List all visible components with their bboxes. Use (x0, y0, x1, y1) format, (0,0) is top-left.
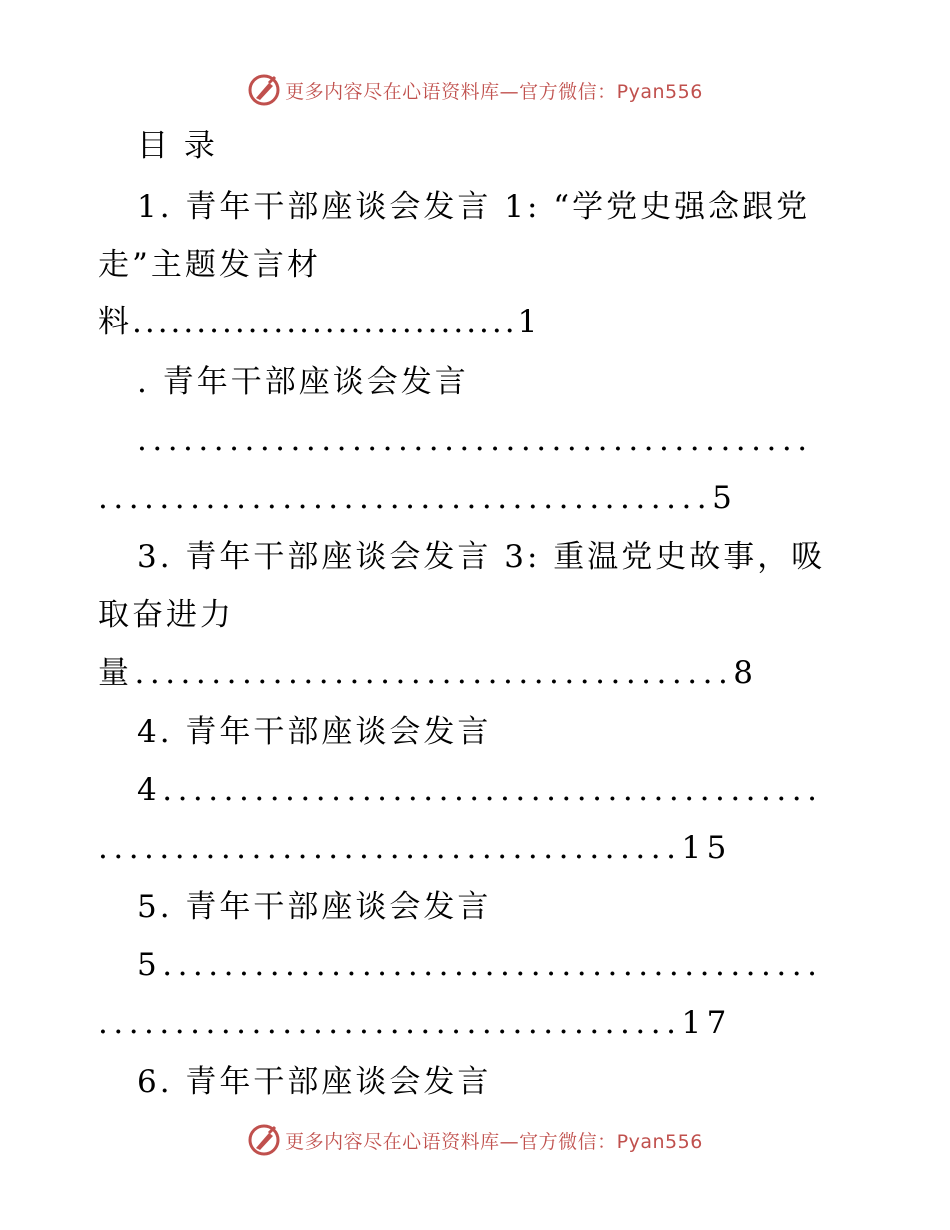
toc-entry-3-line-2[interactable]: 取奋进力 (98, 597, 234, 633)
toc-entry-1-line-1[interactable]: 1. 青年干部座谈会发言 1: “学党史强念跟党 (137, 189, 811, 225)
toc-entry-5-page[interactable]: ......................................17 (98, 1005, 732, 1041)
toc-entry-5-line-1[interactable]: 5. 青年干部座谈会发言 (137, 889, 492, 925)
toc-heading: 目 录 (137, 128, 218, 164)
toc-entry-3-line-3[interactable]: 量.......................................8 (98, 655, 759, 691)
toc-entry-5-dots[interactable]: 5........................................... (137, 947, 823, 983)
watermark-text: 更多内容尽在心语资料库—官方微信：Pyan556 (285, 1130, 703, 1153)
toc-entry-2-page[interactable]: ........................................5 (98, 480, 738, 516)
toc-entry-1-line-3[interactable]: 料..............................1 (98, 304, 541, 340)
toc-entry-6-line-1[interactable]: 6. 青年干部座谈会发言 (137, 1064, 492, 1100)
pen-logo-icon (247, 73, 281, 107)
toc-entry-4-page[interactable]: ......................................15 (98, 830, 732, 866)
toc-entry-2-line-1[interactable]: . 青年干部座谈会发言 (137, 364, 469, 400)
toc-entry-4-line-1[interactable]: 4. 青年干部座谈会发言 (137, 714, 492, 750)
toc-entry-1-line-2[interactable]: 走”主题发言材 (98, 247, 321, 283)
watermark-text: 更多内容尽在心语资料库—官方微信：Pyan556 (285, 80, 703, 103)
watermark-banner-bottom (0, 1120, 950, 1160)
toc-entry-4-dots[interactable]: 4........................................... (137, 772, 823, 808)
toc-entry-2-dots[interactable]: ............................................ (137, 422, 813, 458)
watermark-banner-top (0, 70, 950, 110)
toc-entry-3-line-1[interactable]: 3. 青年干部座谈会发言 3: 重温党史故事，吸 (137, 539, 826, 575)
pen-logo-icon (247, 1123, 281, 1157)
